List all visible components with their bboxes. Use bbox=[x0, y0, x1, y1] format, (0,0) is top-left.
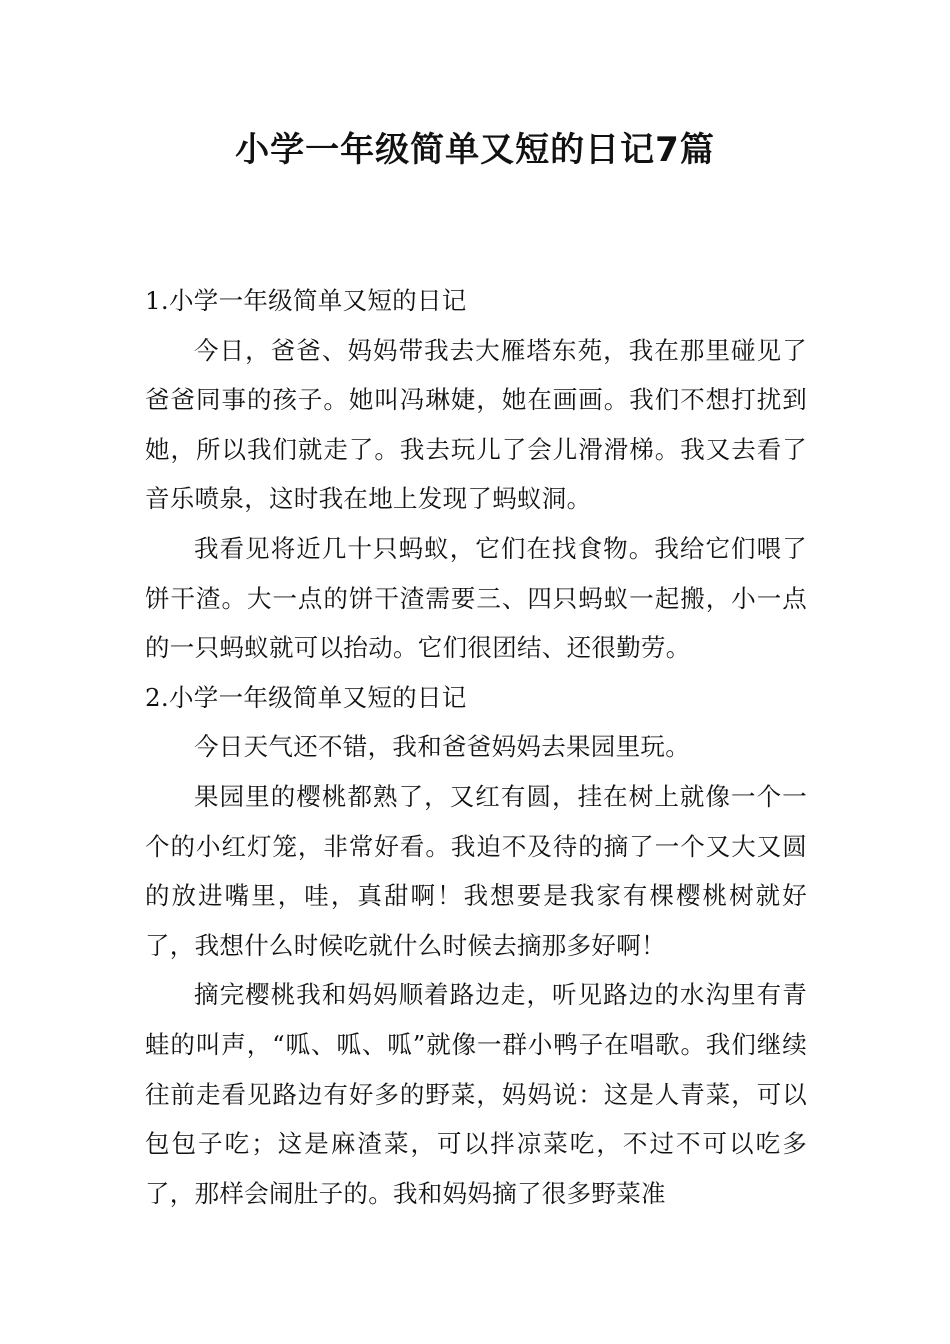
section-heading: 1.小学一年级简单又短的日记 bbox=[145, 286, 467, 315]
paragraph: 果园里的樱桃都熟了，又红有圆，挂在树上就像一个一个的小红灯笼，非常好看。我迫不及待的摘了一个又大又圆的放进嘴里，哇，真甜啊！我想要是我家有棵樱桃树就好了，我想什么时候吃就什么时候去摘那多好啊！ bbox=[145, 781, 807, 960]
paragraph: 摘完樱桃我和妈妈顺着路边走，听见路边的水沟里有青蛙的叫声，“呱、呱、呱”就像一群小鸭子在唱歌。我们继续往前走看见路边有好多的野菜，妈妈说：这是人青菜，可以包包子吃；这是麻渣菜，可以拌凉菜吃，不过不可以吃多了，那样会闹肚子的。我和妈妈摘了很多野菜准 bbox=[145, 980, 807, 1208]
section-heading: 2.小学一年级简单又短的日记 bbox=[145, 682, 467, 712]
document-body bbox=[145, 276, 807, 1218]
page-title: 小学一年级简单又短的日记7篇 bbox=[235, 130, 715, 170]
paragraph: 今日，爸爸、妈妈带我去大雁塔东苑，我在那里碰见了爸爸同事的孩子。她叫冯琳婕，她在画画。我们不想打扰到她，所以我们就走了。我去玩儿了会儿滑滑梯。我又去看了音乐喷泉，这时我在地上发现了蚂蚁洞。 bbox=[145, 335, 807, 514]
diary-section-2 bbox=[145, 673, 807, 1219]
paragraph: 我看见将近几十只蚂蚁，它们在找食物。我给它们喂了饼干渣。大一点的饼干渣需要三、四只蚂蚁一起搬，小一点的一只蚂蚁就可以抬动。它们很团结、还很勤劳。 bbox=[145, 533, 807, 663]
paragraph: 今日天气还不错，我和爸爸妈妈去果园里玩。 bbox=[194, 732, 690, 762]
diary-section-1 bbox=[145, 276, 807, 673]
